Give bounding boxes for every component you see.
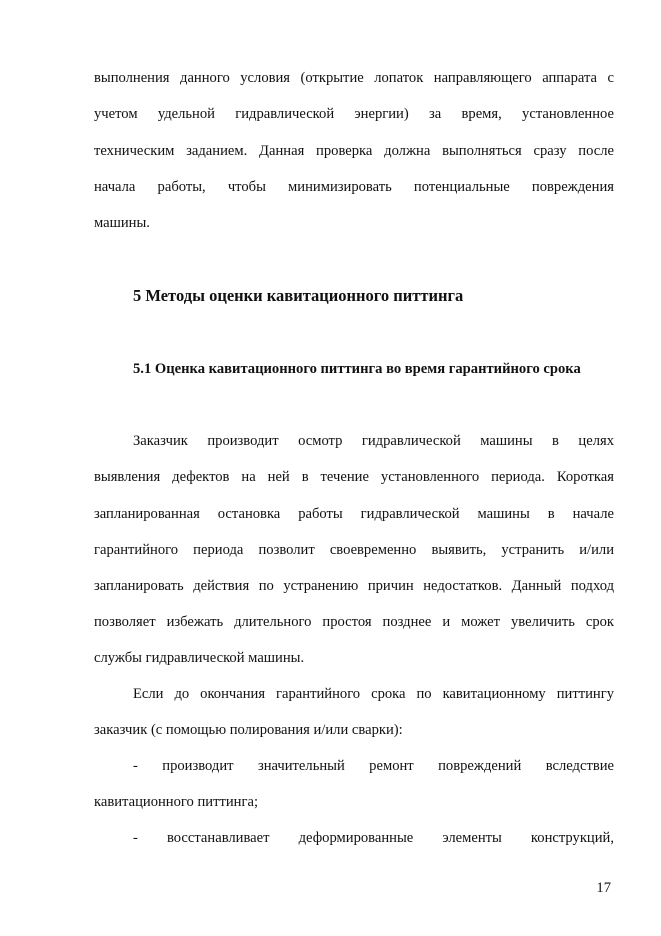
subsection-heading: 5.1 Оценка кавитационного питтинга во время гарантийного срока bbox=[133, 361, 581, 377]
text-line: запланировать действия по устранению причин недостатков. Данный подход bbox=[94, 578, 614, 594]
list-item-continuation: кавитационного питтинга; bbox=[94, 794, 258, 810]
section-heading: 5 Методы оценки кавитационного питтинга bbox=[133, 286, 464, 305]
text-line: позволяет избежать длительного простоя позднее и может увеличить срок bbox=[94, 614, 614, 630]
text-line: техническим заданием. Данная проверка должна выполняться сразу после bbox=[94, 143, 614, 159]
text-line: машины. bbox=[94, 215, 150, 231]
text-line: гарантийного периода позволит своевременно выявить, устранить и/или bbox=[94, 542, 614, 558]
text-line: выполнения данного условия (открытие лопаток направляющего аппарата с bbox=[94, 70, 614, 86]
list-item: - производит значительный ремонт повреждений вследствие bbox=[133, 758, 614, 774]
text-line: выявления дефектов на ней в течение установленного периода. Короткая bbox=[94, 469, 614, 485]
text-line: запланированная остановка работы гидравлической машины в начале bbox=[94, 506, 614, 522]
text-line: начала работы, чтобы минимизировать потенциальные повреждения bbox=[94, 179, 614, 195]
text-line: учетом удельной гидравлической энергии) за время, установленное bbox=[94, 106, 614, 122]
text-line: Если до окончания гарантийного срока по кавитационному питтингу bbox=[133, 686, 614, 702]
text-line: заказчик (с помощью полирования и/или сварки): bbox=[94, 722, 403, 738]
text-line: службы гидравлической машины. bbox=[94, 650, 305, 666]
page-number: 17 bbox=[596, 880, 611, 896]
text-line: Заказчик производит осмотр гидравлической машины в целях bbox=[133, 433, 614, 449]
list-item: - восстанавливает деформированные элементы конструкций, bbox=[133, 830, 614, 846]
